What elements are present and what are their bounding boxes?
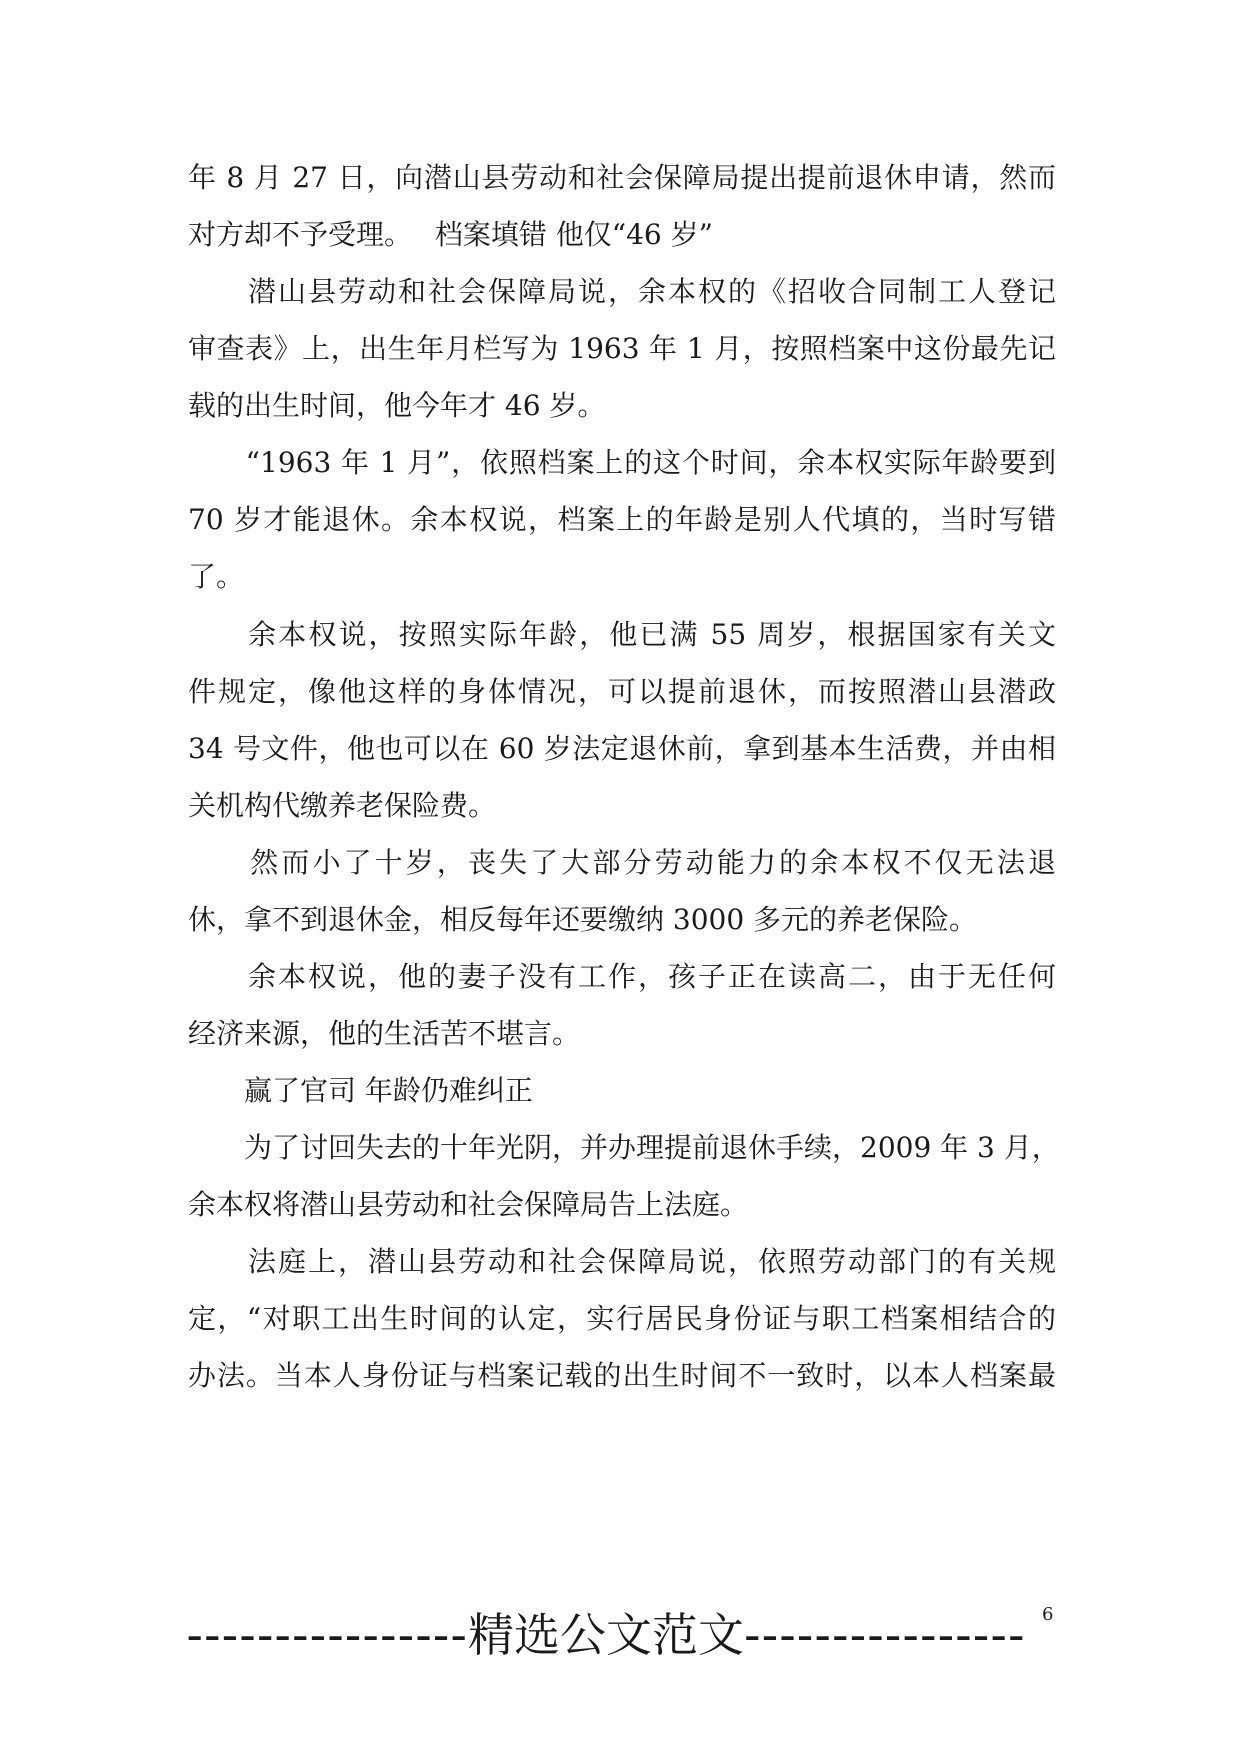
footer-right-dashes: ---------------- [744, 1608, 1026, 1662]
text-line: 余本权说，按照实际年龄，他已满 55 周岁，根据国家有关文 [188, 618, 1056, 651]
text-line: 休，拿不到退休金，相反每年还要缴纳 3000 多元的养老保险。 [188, 903, 978, 936]
text-line: 为了讨回失去的十年光阴，并办理提前退休手续，2009 年 3 月， [188, 1131, 1060, 1164]
text-line: 余本权说，他的妻子没有工作，孩子正在读高二，由于无任何 [188, 960, 1056, 993]
text-line: 对方却不予受理。 档案填错 他仅“46 岁” [188, 218, 713, 251]
text-line: 经济来源，他的生活苦不堪言。 [188, 1017, 581, 1050]
text-line: 件规定，像他这样的身体情况，可以提前退休，而按照潜山县潜政 [188, 675, 1056, 708]
text-line: 审查表》上，出生年月栏写为 1963 年 1 月，按照档案中这份最先记 [188, 332, 1056, 365]
text-line: 70 岁才能退休。余本权说，档案上的年龄是别人代填的，当时写错 [188, 503, 1056, 536]
text-line: 关机构代缴养老保险费。 [188, 789, 497, 822]
text-line: 办法。当本人身份证与档案记载的出生时间不一致时，以本人档案最 [188, 1359, 1056, 1392]
text-line: 了。 [188, 560, 245, 593]
text-line: 潜山县劳动和社会保障局说，余本权的《招收合同制工人登记 [188, 275, 1056, 308]
footer-left-dashes: ---------------- [186, 1608, 468, 1662]
footer-banner [186, 1600, 1026, 1670]
section-heading: 赢了官司 年龄仍难纠正 [188, 1074, 533, 1107]
text-line: 定，“对职工出生时间的认定，实行居民身份证与职工档案相结合的 [188, 1302, 1056, 1335]
text-line: 年 8 月 27 日，向潜山县劳动和社会保障局提出提前退休申请，然而 [188, 161, 1056, 194]
text-line: 34 号文件，他也可以在 60 岁法定退休前，拿到基本生活费，并由相 [188, 732, 1056, 765]
text-line: 载的出生时间，他今年才 46 岁。 [188, 389, 606, 422]
page-number: 6 [1042, 1604, 1054, 1625]
text-line: 余本权将潜山县劳动和社会保障局告上法庭。 [188, 1188, 749, 1221]
text-line: “1963 年 1 月”，依照档案上的这个时间，余本权实际年龄要到 [188, 446, 1056, 479]
text-line: 然而小了十岁，丧失了大部分劳动能力的余本权不仅无法退 [188, 846, 1056, 879]
text-line: 法庭上，潜山县劳动和社会保障局说，依照劳动部门的有关规 [188, 1245, 1056, 1278]
footer-label: 精选公文范文 [468, 1608, 744, 1662]
